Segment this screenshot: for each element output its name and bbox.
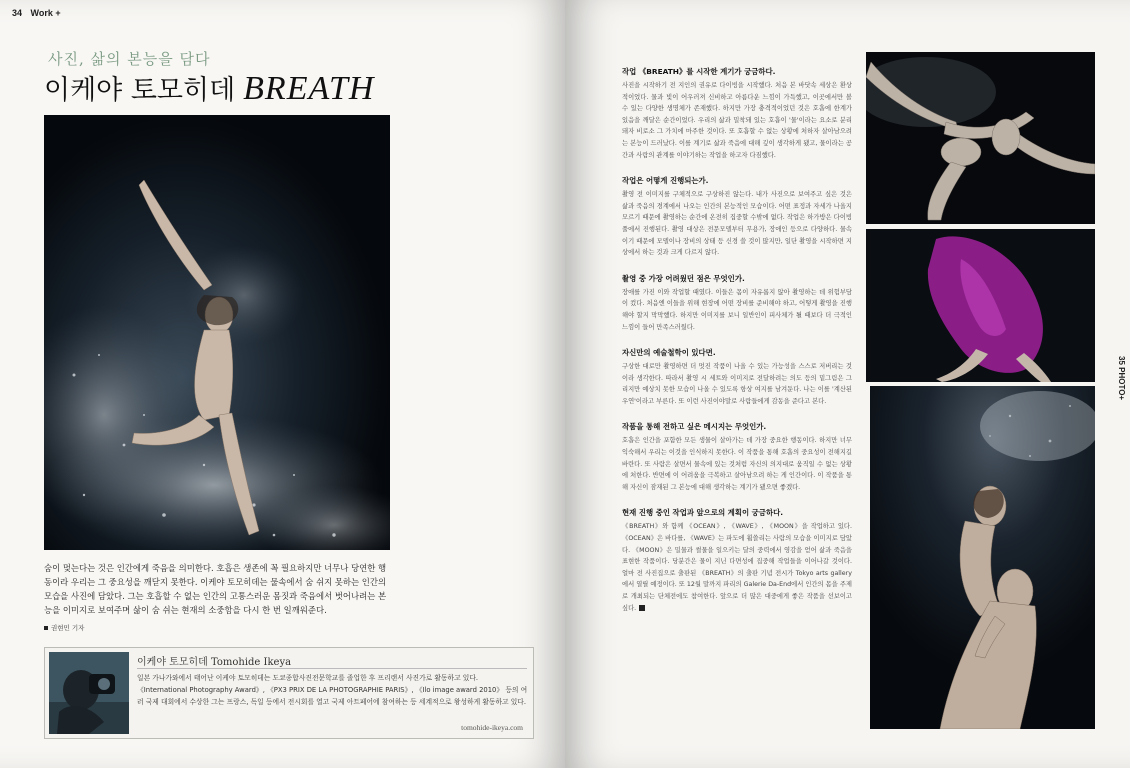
interview-answer: 사진을 시작하기 전 지인의 권유로 다이빙을 시작했다. 처음 본 바닷속 세상은 환상적이었다. 물과 빛이 어우러져 신비하고 아름다운 느낌이 가득했고, 이곳에서만 볼 수 있는 다양한 생명체가 존재했다. 하지만 가장 충격적이었던 것은 호흡에 한계가 있음을 깨달은 순간이었다. 우리의 삶과 밀착돼 있는 호흡이 '물'이라는 요소로 분리돼자 비로소 그 가치에 마주한 것이다. 또 호흡할 수 없는 상황에 처하자 살아남으려는 본능이 드러났다. 이를 계기로 삶과 죽음에 대해 깊이 생각하게 됐고, 물이라는 공간과 사람의 관계를 이야기하는 작업을 하고자 다짐했다. — [622, 82, 852, 159]
photo-magenta-fabric — [866, 229, 1095, 382]
qa-block — [622, 273, 852, 333]
qa-block — [622, 347, 852, 407]
qa-block — [622, 507, 852, 614]
article-lede: 숨이 멎는다는 것은 인간에게 죽음을 의미한다. 호흡은 생존에 꼭 필요하지만 너무나 당연한 행동이라 우리는 그 중요성을 깨닫지 못한다. 이케야 토모히데는 물속에서 숨 쉬지 못하는 인간의 모습을 사진에 담았다. 그는 호흡할 수 없는 인간의 고통스러운 몸짓과 죽음에서 벗어나려는 본능을 이미지로 보여주며 삶이 숨 쉬는 현재의 소중함을 다시 한 번 일깨워준다. — [44, 563, 387, 615]
interview-answer: 장애를 가진 이와 작업할 때였다. 이들은 몸이 자유롭지 않아 촬영하는 데 위험부담이 컸다. 처음엔 이들을 위해 현장에 어떤 장비를 준비해야 하고, 어떻게 촬영을 진행해야 할지 막막했다. 하지만 이미지를 보니 일반인이 피사체가 될 때보다 더 극적인 느낌이 들어 만족스러웠다. — [622, 288, 852, 331]
qa-block — [622, 421, 852, 493]
page-number: 34 — [12, 8, 23, 18]
byline — [44, 623, 84, 632]
qa-block — [622, 66, 852, 161]
underwater-figure-image — [44, 115, 390, 550]
qa-block — [622, 175, 852, 259]
photographer-bio-box — [44, 647, 534, 739]
answer-text: 《BREATH》와 함께 《OCEAN》, 《WAVE》, 《MOON》을 작업하고 있다. 《OCEAN》은 바다를, 《WAVE》는 파도에 휩쓸리는 사람의 모습을 이미지로 담았다. 《MOON》은 밀물과 썰물을 일으키는 달의 중력에서 영감을 얻어 삶과 죽음을 표현한 작품이다. 당분간은 물이 지닌 다면성에 집중해 작업들을 이어나갈 것이다. 얼마 전 사진집으로 출판된 《BREATH》의 출판 기념 전시가 Tokyo arts gallery에서 열릴 예정이다. 또 12월 말까지 파리의 Galerie Da-End에서 인간의 몸을 주제로 개최되는 단체전에도 참여한다. 앞으로 더 많은 대중에게 좋은 작품을 선보이고 싶다. — [622, 523, 852, 612]
hero-photo — [44, 115, 390, 550]
photographer-bio-text: 일본 가나가와에서 태어난 이케야 토모히데는 도쿄종합사진전문학교를 졸업한 후 프리랜서 사진가로 활동하고 있다. 《International Photography Award》, 《PX3 PRIX DE LA PHOTOGRAPHIE PARIS》, 《Ilo image award 2010》 등의 여러 국제 대회에서 수상한 그는 프랑스, 독일 등에서 전시회를 열고 국제 아트페어에 참여하는 등 세계적으로 왕성하게 활동하고 있다. — [137, 674, 528, 706]
folio-left — [12, 8, 61, 18]
section-name: Work + — [30, 8, 61, 18]
interview-column — [622, 66, 852, 628]
interview-question: 촬영 중 가장 어려웠던 점은 무엇인가. — [622, 273, 745, 283]
folio-right: 35 PHOTO+ — [1117, 356, 1126, 401]
diver-with-camera-image — [49, 652, 129, 734]
interview-question: 작업은 어떻게 진행되는가. — [622, 176, 709, 186]
bio-divider — [137, 668, 527, 669]
end-mark-icon — [639, 605, 645, 611]
title-korean: 이케야 토모히데 — [44, 75, 236, 106]
byline-text: 권현민 기자 — [51, 624, 85, 632]
interview-answer: 호흡은 인간을 포함한 모든 생물이 살아가는 데 가장 중요한 행동이다. 하지만 너무 익숙해서 우리는 이것을 인식하지 못한다. 이 작품을 통해 호흡의 중요성이 전해지길 바란다. 또 사람은 살면서 물속에 있는 것처럼 자신의 의지대로 움직일 수 없는 상황에 처한다. 반면에 이 어려움을 극복하고 살아남으려 하는 게 인간이다. 이 작품을 통해 자신이 잠재된 그 본능에 대해 생각하는 계기가 됐으면 좋겠다. — [622, 437, 852, 491]
interview-question: 자신만의 예술철학이 있다면. — [622, 348, 716, 358]
bullet-icon — [44, 626, 48, 630]
interview-answer: 촬영 전 이미지를 구체적으로 구상하진 않는다. 내가 사진으로 보여주고 싶은 것은 삶과 죽음의 경계에서 나오는 인간의 본능적인 모습이다. 어떤 표정과 자세가 나올지 모르기 때문에 촬영하는 순간에 온전히 집중할 수밖에 없다. 작업은 하가방은 다이빙 풀에서 진행된다. 촬영 대상은 전문모델부터 무용가, 장애인 등으로 다양하다. 물속이기 때문에 모델이나 장비의 상태 등 신경 쓸 것이 많지만, 일단 촬영을 시작하면 지상에서 하는 것과 크게 다르지 않다. — [622, 191, 852, 257]
title-english: BREATH — [243, 70, 375, 107]
article-title — [44, 68, 374, 108]
photographer-portrait — [49, 652, 129, 734]
photographer-name: 이케야 토모히데 Tomohide Ikeya — [137, 657, 292, 668]
underwater-pair-image — [866, 52, 1095, 224]
photo-embracing-figures — [870, 386, 1095, 729]
underwater-embrace-image — [870, 386, 1095, 729]
interview-answer — [622, 521, 852, 614]
interview-question: 작품을 통해 전하고 싶은 메시지는 무엇인가. — [622, 422, 767, 432]
interview-question: 현재 진행 중인 작업과 앞으로의 계획이 궁금하다. — [622, 508, 784, 518]
photographer-website: tomohide-ikeya.com — [461, 723, 523, 732]
fabric-figure-image — [866, 229, 1095, 382]
interview-question: 작업 《BREATH》를 시작한 계기가 궁금하다. — [622, 67, 776, 76]
interview-answer: 구상한 대로만 촬영하면 더 멋진 작품이 나올 수 있는 가능성을 스스로 저버리는 것이라 생각한다. 따라서 촬영 시 세트와 이미지로 전달하려는 의도 등의 밑그림은 그리지만 예상치 못한 모습이 나올 수 있도록 항상 여지를 남겨둔다. 나는 이를 '계산된 우연'이라고 부른다. 또 이런 사진이야말로 사람들에게 감동을 준다고 본다. — [622, 363, 852, 405]
photo-two-figures — [866, 52, 1095, 224]
article-kicker: 사진, 삶의 본능을 담다 — [48, 50, 211, 68]
